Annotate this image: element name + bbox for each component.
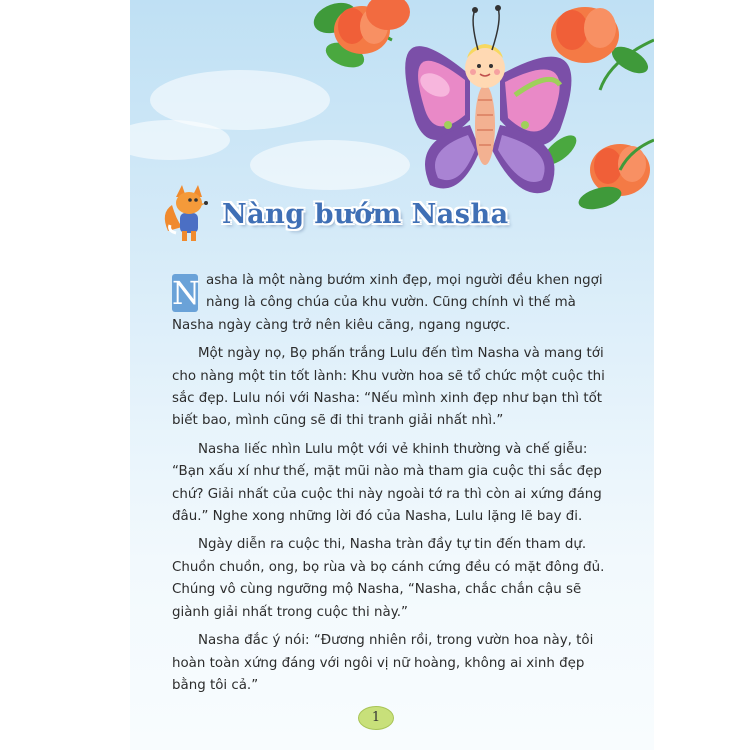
paragraph (172, 270, 612, 337)
story-title: Nàng bướm Nasha (222, 199, 509, 230)
book-page (130, 0, 654, 750)
paragraph: Nasha liếc nhìn Lulu một với vẻ khinh thường và chế giễu: “Bạn xấu xí như thế, mặt mũi nào mà tham gia cuộc thi sắc đẹp chứ? Giải nhất của cuộc thi này ngoài tớ ra thì còn ai xứng đáng đâu.” Nghe xong những lời đó của Nasha, Lulu lặng lẽ bay đi. (172, 441, 602, 525)
flower-illustration (310, 0, 410, 72)
paragraph: Ngày diễn ra cuộc thi, Nasha tràn đầy tự tin đến tham dự. Chuồn chuồn, ong, bọ rùa và bọ cánh cứng đều có mặt đông đủ. Chúng vô cùng ngưỡng mộ Nasha, “Nasha, chắc chắn cậu sẽ giành giải nhất trong cuộc thi này.” (172, 537, 605, 620)
fox-icon (160, 183, 218, 245)
drop-cap: N (172, 274, 200, 312)
paragraph: Một ngày nọ, Bọ phấn trắng Lulu đến tìm Nasha và mang tới cho nàng một tin tốt lành: Khu vườn hoa sẽ tổ chức một cuộc thi sắc đẹp. Lulu nói với Nasha: “Nếu mình xinh đẹp như bạn thì tốt biết bao, mình cũng sẽ đi thi tranh giải nhất nhì.” (172, 346, 605, 429)
story-title-block (160, 185, 509, 245)
paragraph: Nasha đắc ý nói: “Đương nhiên rồi, trong vườn hoa này, tôi hoàn toàn xứng đáng với ngôi vị nữ hoàng, không ai xinh đẹp bằng tôi cả.” (172, 633, 594, 693)
story-body (172, 270, 612, 703)
paragraph-text: asha là một nàng bướm xinh đẹp, mọi người đều khen ngợi nàng là công chúa của khu vườn. Cũng chính vì thế mà Nasha ngày càng trở nên kiêu căng, ngang ngược. (172, 273, 603, 333)
page-number: 1 (358, 706, 394, 730)
